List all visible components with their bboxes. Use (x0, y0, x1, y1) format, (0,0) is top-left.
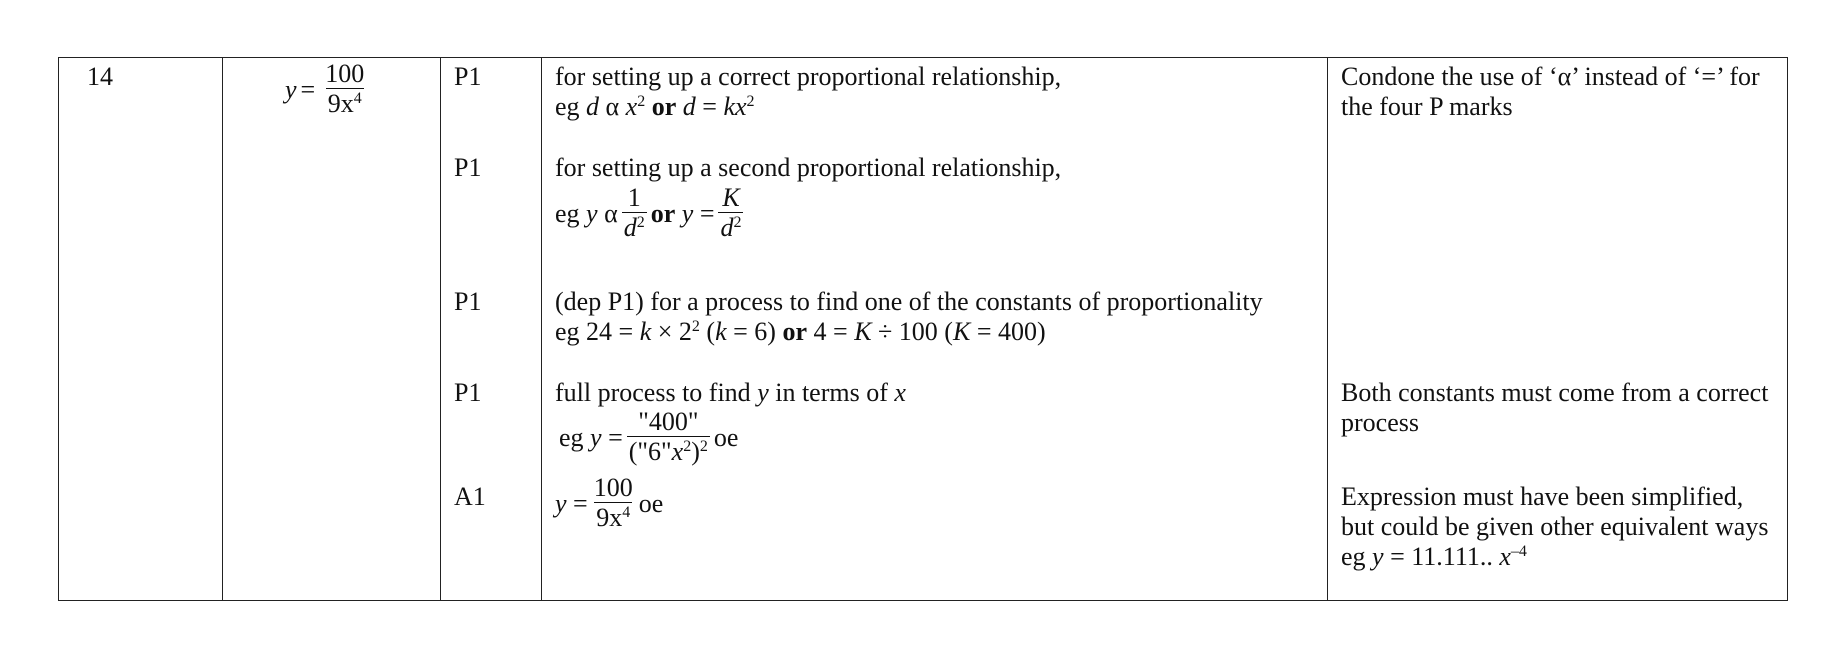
row2-f2-d: d (720, 213, 734, 242)
mark-row-3: P1 (454, 287, 482, 316)
row1-alpha: α (605, 92, 620, 121)
row1-eg: eg (555, 92, 580, 121)
row5-eq-sign: = (573, 488, 588, 518)
row2-alpha: α (604, 198, 618, 228)
row4-line2 (559, 408, 738, 467)
row4-den-x: x (671, 437, 684, 466)
row3-line1: (dep P1) for a process to find one of the constants of proportionality (555, 287, 1263, 316)
row2-fraction-2 (718, 184, 743, 243)
answer-lhs: y (285, 74, 297, 104)
row5-den-base: 9x (596, 503, 623, 532)
row2-f1-den (622, 212, 647, 243)
row1-line1: for setting up a correct proportional relationship, (555, 62, 1062, 91)
row4-den-b: ) (691, 437, 700, 466)
row5-lhs: y (555, 488, 567, 518)
row5-oe: oe (638, 488, 664, 518)
row3-or: or (782, 317, 808, 346)
row3-k: k (639, 317, 652, 346)
row2-f2-den (718, 212, 743, 243)
row5-den (594, 502, 632, 533)
note-exp: –4 (1510, 543, 1527, 560)
row5-num: 100 (593, 473, 633, 502)
row3-text-g: = 400) (970, 317, 1046, 346)
row4-num: "400" (638, 407, 699, 436)
row2-eg: eg (555, 198, 580, 228)
row2-eq-lhs: y (681, 198, 694, 228)
answer-den-base: 9x (327, 89, 354, 118)
row4-y: y (757, 378, 769, 407)
column-mark (440, 58, 542, 600)
row3-text-d: = 6) (726, 317, 783, 346)
row4-den-a: ("6" (628, 437, 672, 466)
row1-line2 (555, 92, 755, 122)
row1-or: or (651, 92, 677, 121)
row4-den-exp: 2 (683, 438, 692, 455)
mark-scheme-table (58, 57, 1788, 601)
row1-exp: 2 (637, 93, 646, 110)
note-y: y (1372, 542, 1384, 571)
note-x: x (1499, 542, 1511, 571)
answer-numerator: 100 (325, 59, 365, 88)
row5-fraction (592, 474, 635, 533)
column-question (59, 58, 223, 600)
mark-row-1: P1 (454, 62, 482, 91)
row4-text-b: in terms of (768, 378, 895, 407)
row1-x: x (625, 92, 638, 121)
row4-eg: eg (559, 422, 584, 452)
row4-fraction (627, 408, 710, 467)
row2-line1: for setting up a second proportional relationship, (555, 153, 1062, 182)
row2-eq-sign: = (699, 198, 715, 228)
mark-row-2: P1 (454, 153, 482, 182)
row1-eq-sign: = (702, 92, 717, 121)
note-simplified (1341, 482, 1781, 572)
row4-text-a: full process to find (555, 378, 758, 407)
answer-fraction (323, 60, 366, 119)
row3-text-c: ( (699, 317, 716, 346)
note-eg: eg (1341, 542, 1373, 571)
row2-f1-d: d (623, 213, 637, 242)
note-condone: Condone the use of ‘α’ instead of ‘=’ for the four P marks (1341, 62, 1760, 121)
row2-f1-num: 1 (627, 183, 641, 212)
row3-text-a: eg 24 = (555, 317, 640, 346)
row4-x: x (894, 378, 906, 407)
row2-fraction-1 (622, 184, 647, 243)
answer-denominator (326, 88, 364, 119)
note-constants: Both constants must come from a correct process (1341, 378, 1769, 437)
answer-expression (285, 60, 370, 119)
row2-f1-exp: 2 (636, 214, 645, 231)
row4-den (627, 436, 710, 467)
row5-expression (555, 474, 663, 533)
mark-row-4: P1 (454, 378, 482, 407)
row1-eq-lhs: d (682, 92, 696, 121)
row4-den-exp2: 2 (699, 438, 708, 455)
row2-f2-num: K (722, 183, 740, 212)
row3-K2: K (952, 317, 971, 346)
row1-eq-exp: 2 (746, 93, 755, 110)
row3-K: K (854, 317, 872, 346)
note-simplified-text: Expression must have been simplified, but could be given other equivalent ways (1341, 482, 1769, 541)
question-number: 14 (87, 62, 113, 91)
row2-f2-exp: 2 (733, 214, 742, 231)
row3-exp: 2 (691, 318, 700, 335)
row3-k2: k (715, 317, 727, 346)
row2-y: y (586, 198, 598, 228)
note-simplified-eg (1341, 542, 1781, 572)
row3-text-b: × 2 (651, 317, 692, 346)
row4-line1 (555, 378, 906, 408)
row4-oe: oe (713, 422, 739, 452)
row3-line2 (555, 317, 1046, 347)
answer-den-exp: 4 (353, 90, 362, 107)
note-val: = 11.111.. (1383, 542, 1500, 571)
row1-eq-rhs: kx (723, 92, 747, 121)
row4-lhs: y (590, 422, 602, 452)
row5-den-exp: 4 (622, 504, 631, 521)
row2-line2 (555, 184, 747, 243)
row1-d: d (586, 92, 600, 121)
row4-eq-sign: = (608, 422, 623, 452)
row2-or: or (650, 198, 676, 228)
mark-row-5: A1 (454, 482, 486, 511)
row3-text-f: ÷ 100 ( (871, 317, 953, 346)
column-answer (222, 58, 441, 600)
row3-text-e: 4 = (807, 317, 855, 346)
answer-equals: = (300, 74, 316, 104)
